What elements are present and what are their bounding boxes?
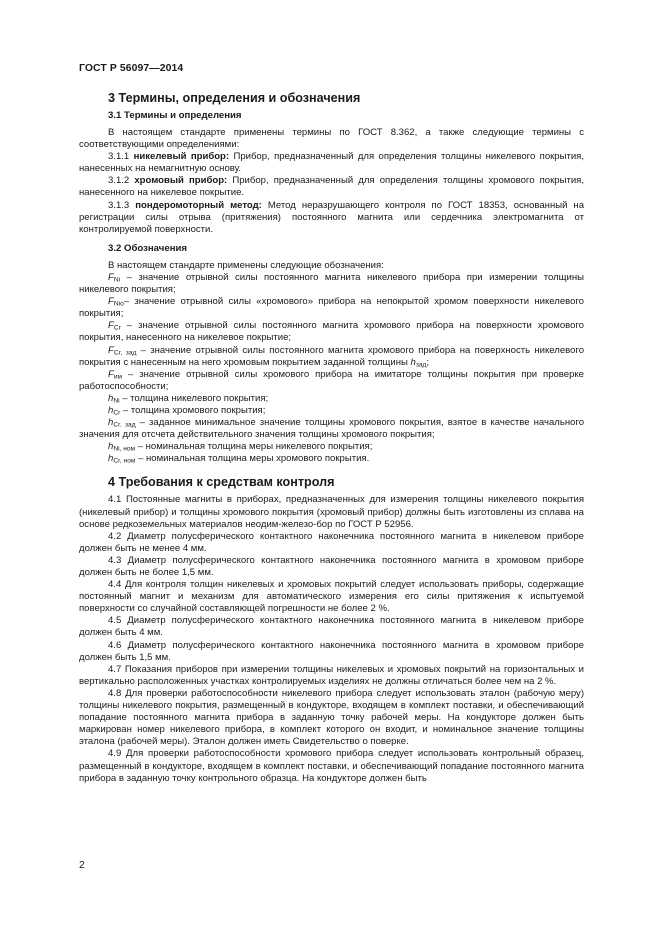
section-3-2-title: 3.2 Обозначения — [108, 242, 187, 254]
term-number: 3.1.2 — [108, 175, 135, 187]
term-name: пондеромоторный метод: — [135, 199, 262, 211]
symbol-subscript: Ni — [113, 276, 121, 284]
symbol-f-cr-zad — [79, 345, 584, 369]
section-4-title: 4 Требования к средствам контроля — [108, 475, 335, 490]
symbol: F — [108, 271, 114, 283]
symbol: h — [108, 404, 114, 416]
term-definition: Прибор, предназначенный для определения толщины хромового покрытия, нанесенного на никелевое покрытие. — [79, 175, 584, 199]
symbol-description: – заданное минимальное значение толщины хромового покрытия, взятое в качестве начального значения для отсчета действительного значения толщины хромового покрытия; — [79, 417, 585, 441]
symbol-description: – значение отрывной силы постоянного магнита никелевого прибора при измерении толщины никелевого покрытия; — [79, 271, 584, 296]
symbol-description: – толщина хромового покрытия; — [120, 404, 266, 416]
clause-4-2: 4.2 Диаметр полусферического контактного наконечника постоянного магнита в никелевом приборе должен быть не менее 4 мм. — [79, 530, 584, 554]
term-name: никелевый прибор: — [133, 151, 230, 163]
symbol: h — [108, 453, 114, 465]
page-content — [79, 85, 584, 785]
section-3-2-intro: В настоящем стандарте применены следующие обозначения: — [108, 259, 384, 271]
term-definition: Прибор, предназначенный для определения толщины никелевого покрытия, нанесенных на немагнитную основу. — [79, 151, 584, 175]
symbol: F — [108, 296, 114, 308]
symbol: h — [108, 392, 114, 404]
symbol-description-tail: ; — [426, 356, 430, 368]
symbol-h-cr-zad — [79, 417, 584, 441]
clause-4-8: 4.8 Для проверки работоспособности никелевого прибора следует использовать эталон (рабочую меру) толщины никелевого покрытия, размещенный в кондукторе, входящем в комплект поставки, и обеспечивающий попадание постоянного магнита прибора в заданную точку рабочей меры. На кондукторе должен быть маркирован номер никелевого прибора, в комплект которого он входит, и номинальное значение толщины эталона (рабочей меры). Эталон должен иметь Свидетельство о поверке. — [79, 687, 584, 748]
clause-4-6: 4.6 Диаметр полусферического контактного наконечника постоянного магнита в хромовом приборе должен быть 1,5 мм. — [79, 639, 584, 663]
symbol-subscript: Cr — [113, 409, 121, 417]
term-number: 3.1.1 — [108, 151, 134, 163]
symbol: F — [108, 368, 114, 380]
symbol-subscript: Ni, ном — [113, 445, 136, 453]
term-3-1-2 — [79, 175, 584, 199]
symbol-f-ni — [79, 272, 584, 296]
section-3-1-title: 3.1 Термины и определения — [108, 110, 242, 121]
term-definition: Метод неразрушающего контроля по ГОСТ 18353, основанный на регистрации силы отрыва (притяжения) постоянного магнита или сердечника электромагнита от контролируемой поверхности. — [79, 199, 585, 235]
clause-4-5: 4.5 Диаметр полусферического контактного наконечника постоянного магнита в никелевом приборе должен быть 4 мм. — [79, 615, 584, 639]
term-number: 3.1.3 — [108, 199, 136, 211]
symbol-f-im — [79, 369, 584, 393]
symbol-inline: h — [410, 356, 416, 368]
symbol-description: – значение отрывной силы «хромового» прибора на непокрытой хромом поверхности никелевого покрытия; — [79, 296, 584, 320]
section-3-1-intro: В настоящем стандарте применены термины по ГОСТ 8.362, а также следующие термины с соответствующими определениями: — [79, 127, 584, 151]
term-3-1-3 — [79, 200, 584, 236]
symbol-subscript: Cr, зад — [113, 349, 137, 356]
symbol-subscript: Cr — [113, 324, 121, 332]
symbol-h-cr-nom — [79, 453, 584, 465]
symbol: h — [108, 417, 114, 429]
clause-4-1: 4.1 Постоянные магниты в приборах, предназначенных для измерения толщины никелевого покрытия (никелевый прибор) и толщины хромового покрытия (хромовый прибор) должны быть изготовлены из сплава на основе редкоземельных материалов неодим-железо-бор по ГОСТ Р 52956. — [79, 494, 584, 530]
symbol-description: – значение отрывной силы постоянного магнита хромового прибора на поверхность никелевого покрытия с нанесенным на него хромовым покрытием заданной толщины — [79, 344, 585, 368]
symbol: h — [108, 441, 114, 453]
symbol-description: – толщина никелевого покрытия; — [119, 392, 269, 404]
symbol-h-ni-nom — [79, 441, 584, 453]
symbol-inline-subscript: зад — [415, 361, 427, 369]
symbol: F — [108, 320, 114, 332]
term-name: хромовый прибор: — [134, 175, 228, 187]
clause-4-9: 4.9 Для проверки работоспособности хромового прибора следует использовать контрольный образец, размещенный в кондукторе, входящем в комплект поставки, и обеспечивающий попадание постоянного магнита прибора в заданную точку контрольного образца. На кондукторе должен быть — [79, 748, 584, 784]
symbol-subscript: Cr, ном — [113, 457, 136, 465]
section-3-title: 3 Термины, определения и обозначения — [108, 91, 361, 105]
symbol-description: – номинальная толщина меры никелевого покрытия; — [135, 441, 373, 453]
clause-4-4: 4.4 Для контроля толщин никелевых и хромовых покрытий следует использовать приборы, содержащие постоянный магнит и механизм для автоматического измерения его силы притяжения к испытуемой поверхности со случайной составляющей погрешности не более 2 %. — [79, 579, 584, 615]
symbol-subscript: Nio — [113, 300, 124, 308]
symbol-h-cr — [79, 405, 584, 417]
symbol-description: – номинальная толщина меры хромового покрытия. — [135, 453, 370, 465]
symbol-subscript: Ni — [113, 397, 120, 405]
term-3-1-1 — [79, 151, 584, 175]
clause-4-3: 4.3 Диаметр полусферического контактного наконечника постоянного магнита в хромовом приборе должен быть не более 1,5 мм. — [79, 554, 584, 578]
symbol-h-ni — [79, 393, 584, 405]
page-header: ГОСТ Р 56097—2014 — [79, 63, 184, 74]
clause-4-7: 4.7 Показания приборов при измерении толщины никелевых и хромовых покрытий на горизонтальных и вертикально расположенных участках контролируемых изделиях не должны отличаться более чем на 2 %. — [79, 663, 584, 687]
page-number: 2 — [79, 860, 85, 871]
symbol-description: – значение отрывной силы постоянного магнита хромового прибора на поверхности хромового покрытия, нанесенного на никелевое покрытие; — [79, 320, 584, 344]
symbol-f-cr — [79, 320, 584, 344]
symbol-subscript: им — [113, 373, 123, 381]
symbol-subscript: Cr. зад — [113, 421, 136, 429]
symbol-description: – значение отрывной силы хромового прибора на имитаторе толщины покрытия при проверке работоспособности; — [79, 368, 584, 392]
symbol-f-nio — [79, 296, 584, 320]
symbol: F — [108, 344, 114, 356]
